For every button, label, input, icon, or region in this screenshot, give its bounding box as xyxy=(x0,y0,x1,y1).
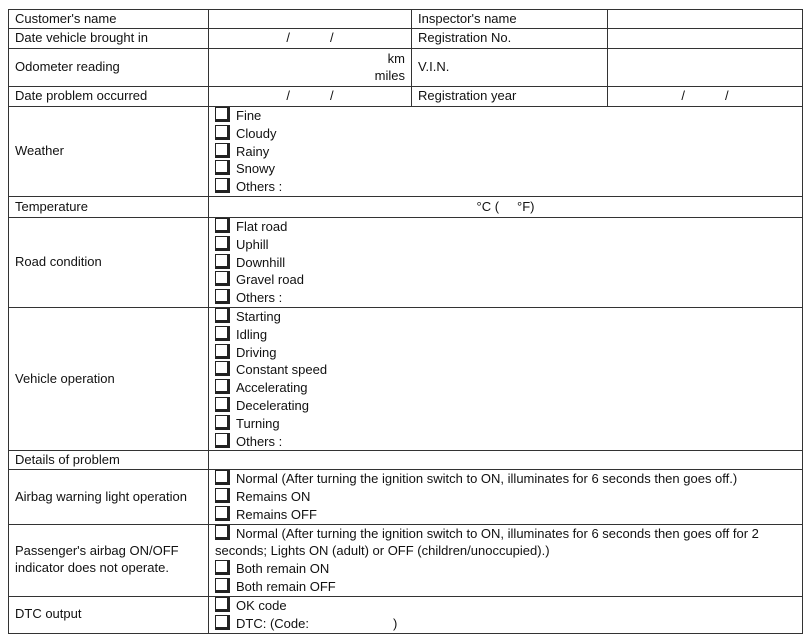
checkbox[interactable] xyxy=(215,415,230,430)
checkbox[interactable] xyxy=(215,506,230,521)
road-condition-options xyxy=(209,217,803,307)
row-weather xyxy=(9,107,803,197)
registration-no-field[interactable] xyxy=(608,29,803,49)
checkbox[interactable] xyxy=(215,236,230,251)
checkbox[interactable] xyxy=(215,143,230,158)
checkbox[interactable] xyxy=(215,433,230,448)
unit-fahrenheit: °F) xyxy=(517,198,535,214)
registration-year-label: Registration year xyxy=(412,87,608,107)
option-accelerating[interactable]: Accelerating xyxy=(215,379,796,397)
checkbox[interactable] xyxy=(215,289,230,304)
passenger-indicator-label: Passenger's airbag ON/OFF indicator does not operate. xyxy=(9,524,209,596)
checkbox[interactable] xyxy=(215,125,230,140)
row-road-condition xyxy=(9,217,803,307)
checkbox[interactable] xyxy=(215,271,230,286)
dtc-output-label: DTC output xyxy=(9,596,209,633)
date-slash: / xyxy=(725,88,729,104)
airbag-warning-options xyxy=(209,470,803,524)
option-constant-speed[interactable]: Constant speed xyxy=(215,361,796,379)
registration-no-label: Registration No. xyxy=(412,29,608,49)
details-field[interactable] xyxy=(209,451,803,470)
registration-year-field[interactable] xyxy=(608,87,803,107)
option-uphill[interactable]: Uphill xyxy=(215,236,796,254)
unit-miles: miles xyxy=(374,67,405,83)
row-details xyxy=(9,451,803,470)
checkbox[interactable] xyxy=(215,560,230,575)
row-temperature xyxy=(9,196,803,217)
checkbox[interactable] xyxy=(215,107,230,122)
date-problem-field[interactable] xyxy=(209,87,412,107)
option-rainy[interactable]: Rainy xyxy=(215,143,796,161)
checkbox[interactable] xyxy=(215,160,230,175)
checkbox[interactable] xyxy=(215,615,230,630)
airbag-warning-label: Airbag warning light operation xyxy=(9,470,209,524)
unit-km: km xyxy=(387,50,405,66)
option-others[interactable]: Others : xyxy=(215,433,796,451)
option-cloudy[interactable]: Cloudy xyxy=(215,125,796,143)
date-slash: / xyxy=(286,88,290,104)
checkbox[interactable] xyxy=(215,361,230,376)
odometer-field[interactable] xyxy=(209,49,412,87)
row-vehicle-operation xyxy=(9,307,803,450)
option-both-remain-off[interactable]: Both remain OFF xyxy=(215,578,796,596)
row-passenger-indicator xyxy=(9,524,803,596)
row-dtc-output xyxy=(9,596,803,633)
date-problem-label: Date problem occurred xyxy=(9,87,209,107)
option-driving[interactable]: Driving xyxy=(215,344,796,362)
date-brought-in-field[interactable] xyxy=(209,29,412,49)
checkbox[interactable] xyxy=(215,525,230,540)
dtc-output-options xyxy=(209,596,803,633)
option-snowy[interactable]: Snowy xyxy=(215,160,796,178)
checkbox[interactable] xyxy=(215,397,230,412)
inspector-name-field[interactable] xyxy=(608,10,803,29)
date-slash: / xyxy=(330,88,334,104)
inspector-name-label: Inspector's name xyxy=(412,10,608,29)
checkbox[interactable] xyxy=(215,488,230,503)
checkbox[interactable] xyxy=(215,308,230,323)
option-normal[interactable]: Normal (After turning the ignition switch to ON, illuminates for 6 seconds then goes off.) xyxy=(215,470,796,488)
option-decelerating[interactable]: Decelerating xyxy=(215,397,796,415)
row-odometer xyxy=(9,49,803,87)
option-others[interactable]: Others : xyxy=(215,289,796,307)
checkbox[interactable] xyxy=(215,326,230,341)
inspection-form xyxy=(8,9,803,634)
row-customer-name xyxy=(9,10,803,29)
checkbox[interactable] xyxy=(215,344,230,359)
option-turning[interactable]: Turning xyxy=(215,415,796,433)
unit-celsius: °C ( xyxy=(476,198,500,214)
temperature-field[interactable] xyxy=(209,196,803,217)
option-starting[interactable]: Starting xyxy=(215,308,796,326)
option-ok-code[interactable]: OK code xyxy=(215,597,796,615)
checkbox[interactable] xyxy=(215,597,230,612)
checkbox[interactable] xyxy=(215,470,230,485)
option-remains-on[interactable]: Remains ON xyxy=(215,488,796,506)
option-gravel-road[interactable]: Gravel road xyxy=(215,271,796,289)
vehicle-operation-label: Vehicle operation xyxy=(9,307,209,450)
customer-name-label: Customer's name xyxy=(9,10,209,29)
option-others[interactable]: Others : xyxy=(215,178,796,196)
customer-name-field[interactable] xyxy=(209,10,412,29)
checkbox[interactable] xyxy=(215,578,230,593)
vin-field[interactable] xyxy=(608,49,803,87)
passenger-indicator-options xyxy=(209,524,803,596)
weather-options xyxy=(209,107,803,197)
checkbox[interactable] xyxy=(215,178,230,193)
vehicle-operation-options xyxy=(209,307,803,450)
option-flat-road[interactable]: Flat road xyxy=(215,218,796,236)
option-normal[interactable]: Normal (After turning the ignition switch to ON, illuminates for 6 seconds then goes off for 2 seconds; Lights ON (adult) or OFF (children/unoccupied).) xyxy=(215,526,759,558)
checkbox[interactable] xyxy=(215,379,230,394)
date-brought-in-label: Date vehicle brought in xyxy=(9,29,209,49)
road-condition-label: Road condition xyxy=(9,217,209,307)
weather-label: Weather xyxy=(9,107,209,197)
checkbox[interactable] xyxy=(215,218,230,233)
option-remains-off[interactable]: Remains OFF xyxy=(215,506,796,524)
option-dtc-code[interactable]: DTC: (Code: ) xyxy=(215,615,796,633)
option-downhill[interactable]: Downhill xyxy=(215,254,796,272)
option-fine[interactable]: Fine xyxy=(215,107,796,125)
temperature-label: Temperature xyxy=(9,196,209,217)
date-slash: / xyxy=(330,30,334,46)
option-idling[interactable]: Idling xyxy=(215,326,796,344)
row-date-brought-in xyxy=(9,29,803,49)
details-label: Details of problem xyxy=(9,451,209,470)
option-both-remain-on[interactable]: Both remain ON xyxy=(215,560,796,578)
date-slash: / xyxy=(681,88,685,104)
vin-label: V.I.N. xyxy=(412,49,608,87)
date-slash: / xyxy=(286,30,290,46)
row-airbag-warning xyxy=(9,470,803,524)
odometer-label: Odometer reading xyxy=(9,49,209,87)
row-date-problem xyxy=(9,87,803,107)
checkbox[interactable] xyxy=(215,254,230,269)
